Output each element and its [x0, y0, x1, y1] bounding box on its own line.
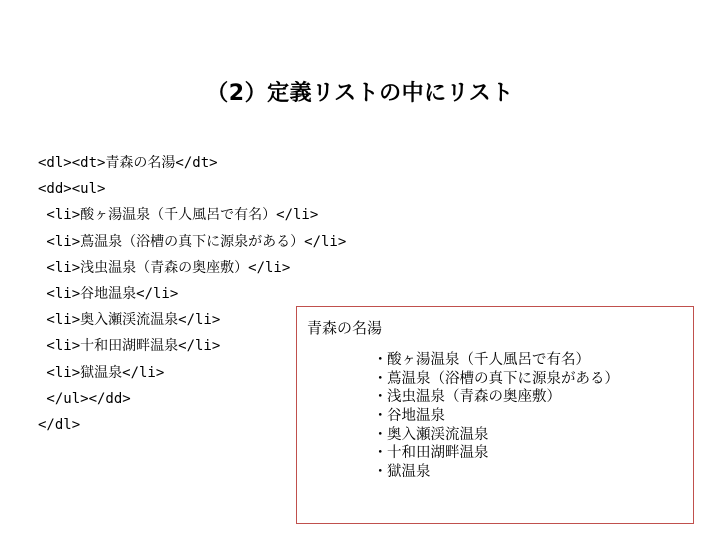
list-item — [373, 351, 619, 370]
definition-term: 青森の名湯 — [307, 319, 383, 337]
list-item-label: 獄温泉 — [387, 464, 431, 481]
code-line: <li>浅虫温泉（青森の奥座敷）</li> — [38, 259, 291, 276]
bullet-icon: ・ — [373, 426, 388, 443]
code-line: <dd><ul> — [38, 181, 106, 198]
list-item — [373, 388, 619, 407]
list-item — [373, 463, 619, 482]
list-item — [373, 370, 619, 389]
slide-title: （2）定義リストの中にリスト — [206, 81, 514, 106]
bullet-icon: ・ — [373, 445, 388, 462]
definition-description-list — [373, 351, 619, 482]
code-line: <li>奥入瀬渓流温泉</li> — [38, 312, 221, 329]
list-item — [373, 407, 619, 426]
list-item — [373, 426, 619, 445]
bullet-icon: ・ — [373, 370, 388, 387]
bullet-icon: ・ — [373, 389, 388, 406]
list-item-label: 蔦温泉（浴槽の真下に源泉がある） — [387, 370, 619, 387]
code-line: </ul></dd> — [38, 390, 131, 407]
code-line: <li>獄温泉</li> — [38, 364, 165, 381]
code-line: <dl><dt>青森の名湯</dt> — [38, 155, 218, 171]
bullet-icon: ・ — [373, 352, 388, 368]
code-line: <li>十和田湖畔温泉</li> — [38, 338, 221, 355]
list-item-label: 奥入瀬渓流温泉 — [387, 426, 489, 443]
list-item-label: 浅虫温泉（青森の奥座敷） — [387, 389, 561, 406]
list-item-label: 谷地温泉 — [387, 408, 445, 425]
code-line: <li>蔦温泉（浴槽の真下に源泉がある）</li> — [38, 233, 347, 250]
bullet-icon: ・ — [373, 464, 388, 481]
code-line: <li>谷地温泉</li> — [38, 285, 179, 302]
code-line: <li>酸ヶ湯温泉（千人風呂で有名）</li> — [38, 207, 319, 224]
list-item-label: 酸ヶ湯温泉（千人風呂で有名） — [387, 352, 590, 368]
list-item — [373, 444, 619, 463]
code-line: </dl> — [38, 416, 81, 433]
bullet-icon: ・ — [373, 408, 388, 425]
list-item-label: 十和田湖畔温泉 — [387, 445, 489, 462]
rendered-preview-box — [296, 306, 694, 524]
